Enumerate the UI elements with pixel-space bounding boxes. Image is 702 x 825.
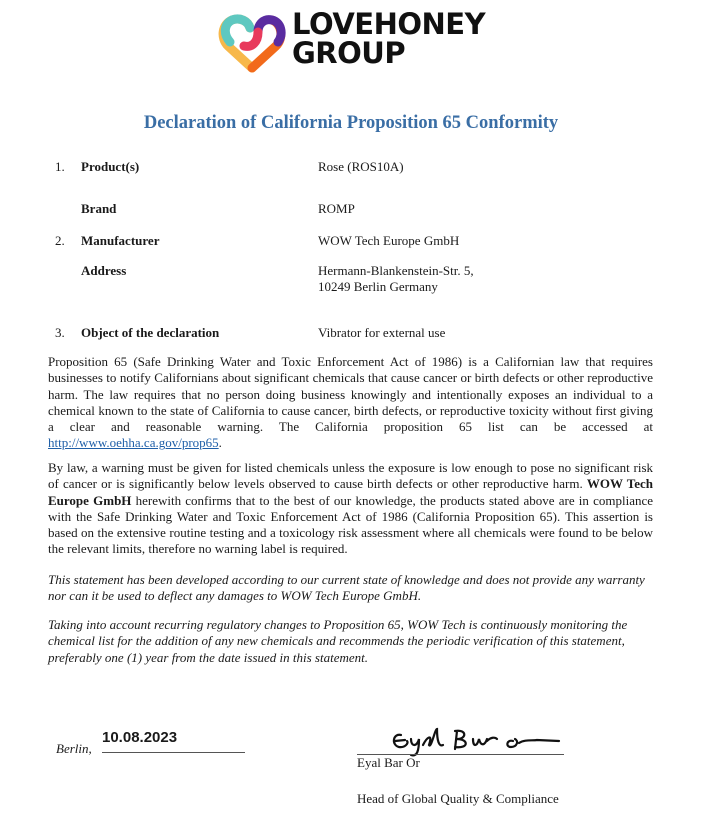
document-title: Declaration of California Proposition 65 Conformity (143, 113, 559, 133)
field-label: Product(s) (81, 159, 140, 174)
field-number: 2. (55, 233, 65, 248)
signer-position: Head of Global Quality & Compliance (357, 791, 559, 806)
field-value-line2: 10249 Berlin Germany (318, 279, 438, 294)
field-value: Rose (ROS10A) (318, 159, 404, 174)
paragraph-compliance (48, 460, 653, 558)
company-name-bold: WOW Tech Europe GmbH (48, 476, 653, 508)
sign-city: Berlin, (56, 741, 92, 756)
signer-name: Eyal Bar Or (357, 755, 420, 770)
field-label: Address (81, 263, 127, 278)
sign-date: 10.08.2023 (102, 729, 178, 746)
field-value-line1: Hermann-Blankenstein-Str. 5, (318, 263, 474, 278)
logo-wordmark (292, 7, 486, 70)
paragraph-end: . (218, 435, 222, 451)
logo-line1: LOVEHONEY (292, 7, 486, 41)
date-line (102, 752, 245, 753)
paragraph-text: By law, a warning must be given for listed chemicals unless the exposure is low enough to pose no significant risk of cancer or is significantly below levels observed to cause birth defects or other reproductive harm. (48, 460, 653, 492)
paragraph-text: herewith confirms that to the best of our knowledge, the products stated above are in compliance with the Safe Drinking Water and Toxic Enforcement Act of 1986 (California Proposition 65). This assertion is based on the extensive routine testing and a toxicology risk assessment where all chemicals were found to be below the relevant limits, therefore no warning label is required. (48, 492, 654, 557)
logo-line2: GROUP (292, 36, 406, 70)
field-number: 1. (55, 159, 65, 174)
prop65-link[interactable]: http://www.oehha.ca.gov/prop65 (48, 435, 219, 451)
field-label: Manufacturer (81, 233, 160, 248)
paragraph-text: Proposition 65 (Safe Drinking Water and Toxic Enforcement Act of 1986) is a Californian law that requires businesses to notify Californians about significant chemicals that cause cancer or birth defects or other reproductive harm. The law requires that no person doing business knowingly and intentionally exposes an individual to a chemical known to the state of California to cause cancer, birth defects, or reproductive toxicity without first giving a clear and reasonable warning. The California proposition 65 list can be accessed at (48, 354, 653, 435)
company-logo (218, 7, 488, 74)
field-label: Brand (81, 201, 117, 216)
field-number: 3. (55, 325, 65, 340)
paragraph-prop65-intro (48, 354, 653, 452)
heart-swirl-icon (218, 12, 286, 74)
field-value: Vibrator for external use (318, 325, 446, 340)
field-label: Object of the declaration (81, 325, 220, 340)
field-value: ROMP (318, 201, 355, 216)
paragraph-disclaimer: This statement has been developed according to our current state of knowledge and does not provide any warranty nor can it be used to deflect any damages to WOW Tech Europe GmbH. (48, 572, 645, 604)
field-value: WOW Tech Europe GmbH (318, 233, 460, 248)
paragraph-monitoring: Taking into account recurring regulatory changes to Proposition 65, WOW Tech is continuously monitoring the chemical list for the addition of any new chemicals and recommends the periodic verification of this statement, preferably one (1) year from the date issued in this statement. (48, 617, 628, 665)
